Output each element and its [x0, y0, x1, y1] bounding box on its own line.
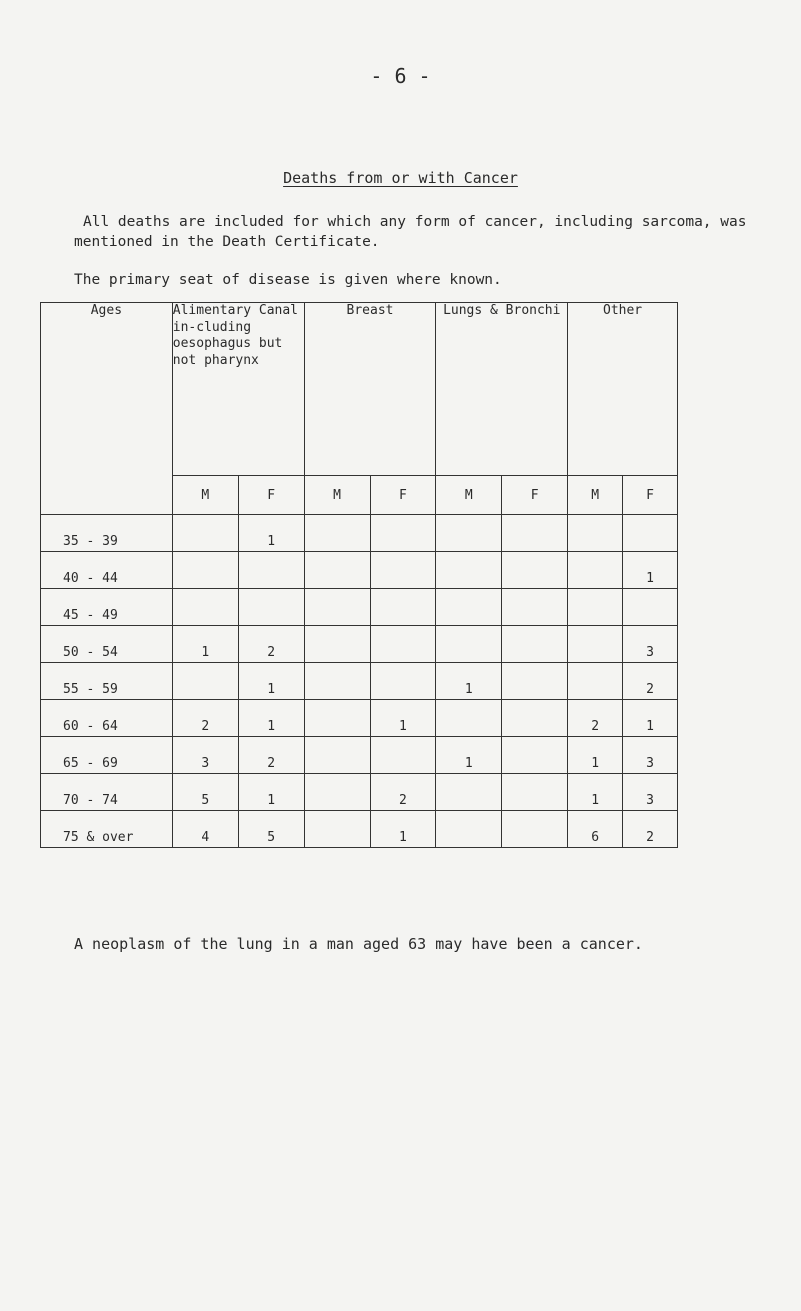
- count-cell: 1: [623, 552, 678, 589]
- count-cell: [502, 811, 568, 848]
- age-cell: 75 & over: [41, 811, 173, 848]
- count-cell: [568, 626, 623, 663]
- count-cell: [304, 589, 370, 626]
- cancer-deaths-table: [40, 302, 678, 848]
- table-row: [41, 589, 678, 626]
- age-cell: 65 - 69: [41, 737, 173, 774]
- count-cell: [568, 589, 623, 626]
- count-cell: 2: [370, 774, 436, 811]
- count-cell: [304, 811, 370, 848]
- count-cell: [502, 700, 568, 737]
- count-cell: 1: [568, 737, 623, 774]
- count-cell: 6: [568, 811, 623, 848]
- table-row: [41, 700, 678, 737]
- footer-note: A neoplasm of the lung in a man aged 63 may have been a cancer.: [74, 935, 643, 953]
- table-row: [41, 774, 678, 811]
- count-cell: 3: [172, 737, 238, 774]
- count-cell: 1: [623, 700, 678, 737]
- table-row: [41, 552, 678, 589]
- count-cell: [172, 589, 238, 626]
- intro-text: [74, 212, 754, 290]
- count-cell: [304, 552, 370, 589]
- sex-header: M: [436, 476, 502, 515]
- count-cell: 2: [568, 700, 623, 737]
- count-cell: [370, 626, 436, 663]
- count-cell: 2: [623, 811, 678, 848]
- age-cell: 55 - 59: [41, 663, 173, 700]
- sex-header: M: [304, 476, 370, 515]
- sex-header: F: [370, 476, 436, 515]
- header-other: Other: [568, 303, 678, 476]
- count-cell: [623, 589, 678, 626]
- page-number: - 6 -: [370, 64, 431, 88]
- table-group-header-row: [41, 303, 678, 476]
- count-cell: [436, 626, 502, 663]
- count-cell: 3: [623, 626, 678, 663]
- count-cell: [172, 552, 238, 589]
- intro-paragraph-2: The primary seat of disease is given where known.: [74, 272, 502, 288]
- age-cell: 40 - 44: [41, 552, 173, 589]
- count-cell: [370, 737, 436, 774]
- count-cell: [304, 626, 370, 663]
- count-cell: 1: [238, 700, 304, 737]
- header-lungs: Lungs & Bronchi: [436, 303, 568, 476]
- count-cell: [502, 589, 568, 626]
- count-cell: 2: [172, 700, 238, 737]
- count-cell: 1: [370, 811, 436, 848]
- count-cell: [436, 774, 502, 811]
- count-cell: [502, 515, 568, 552]
- count-cell: 3: [623, 737, 678, 774]
- age-cell: 70 - 74: [41, 774, 173, 811]
- count-cell: [370, 663, 436, 700]
- section-heading: [0, 169, 801, 187]
- count-cell: [238, 552, 304, 589]
- age-cell: 50 - 54: [41, 626, 173, 663]
- sex-header: F: [502, 476, 568, 515]
- sex-header: M: [568, 476, 623, 515]
- table-row: [41, 626, 678, 663]
- count-cell: [304, 700, 370, 737]
- count-cell: [436, 811, 502, 848]
- table-row: [41, 737, 678, 774]
- count-cell: 5: [172, 774, 238, 811]
- count-cell: [436, 552, 502, 589]
- header-breast: Breast: [304, 303, 436, 476]
- count-cell: [436, 515, 502, 552]
- count-cell: [502, 737, 568, 774]
- header-ages: Ages: [41, 303, 173, 515]
- sex-header: M: [172, 476, 238, 515]
- count-cell: [370, 589, 436, 626]
- count-cell: 1: [172, 626, 238, 663]
- count-cell: 1: [238, 515, 304, 552]
- count-cell: 1: [436, 663, 502, 700]
- count-cell: [172, 515, 238, 552]
- age-cell: 60 - 64: [41, 700, 173, 737]
- section-heading-text: Deaths from or with Cancer: [283, 169, 518, 187]
- age-cell: 45 - 49: [41, 589, 173, 626]
- intro-paragraph-1: All deaths are included for which any form of cancer, including sarcoma, was mentioned in the Death Certificate.: [74, 214, 747, 250]
- age-cell: 35 - 39: [41, 515, 173, 552]
- count-cell: [502, 774, 568, 811]
- count-cell: [502, 626, 568, 663]
- count-cell: 3: [623, 774, 678, 811]
- count-cell: [370, 552, 436, 589]
- count-cell: 2: [623, 663, 678, 700]
- count-cell: [436, 589, 502, 626]
- table-row: [41, 515, 678, 552]
- count-cell: [304, 774, 370, 811]
- count-cell: [568, 663, 623, 700]
- table-row: [41, 811, 678, 848]
- count-cell: [436, 700, 502, 737]
- count-cell: 1: [568, 774, 623, 811]
- count-cell: 2: [238, 737, 304, 774]
- count-cell: 4: [172, 811, 238, 848]
- sex-header: F: [623, 476, 678, 515]
- count-cell: [238, 589, 304, 626]
- count-cell: [304, 663, 370, 700]
- count-cell: [568, 515, 623, 552]
- count-cell: [370, 515, 436, 552]
- count-cell: [172, 663, 238, 700]
- table-row: [41, 663, 678, 700]
- count-cell: 1: [238, 774, 304, 811]
- count-cell: [304, 737, 370, 774]
- count-cell: 2: [238, 626, 304, 663]
- count-cell: [502, 552, 568, 589]
- count-cell: [502, 663, 568, 700]
- count-cell: [304, 515, 370, 552]
- header-alimentary: Alimentary Canal in-cluding oesophagus but not pharynx: [172, 303, 304, 476]
- count-cell: [623, 515, 678, 552]
- count-cell: [568, 552, 623, 589]
- count-cell: 1: [238, 663, 304, 700]
- count-cell: 1: [436, 737, 502, 774]
- sex-header: F: [238, 476, 304, 515]
- count-cell: 1: [370, 700, 436, 737]
- count-cell: 5: [238, 811, 304, 848]
